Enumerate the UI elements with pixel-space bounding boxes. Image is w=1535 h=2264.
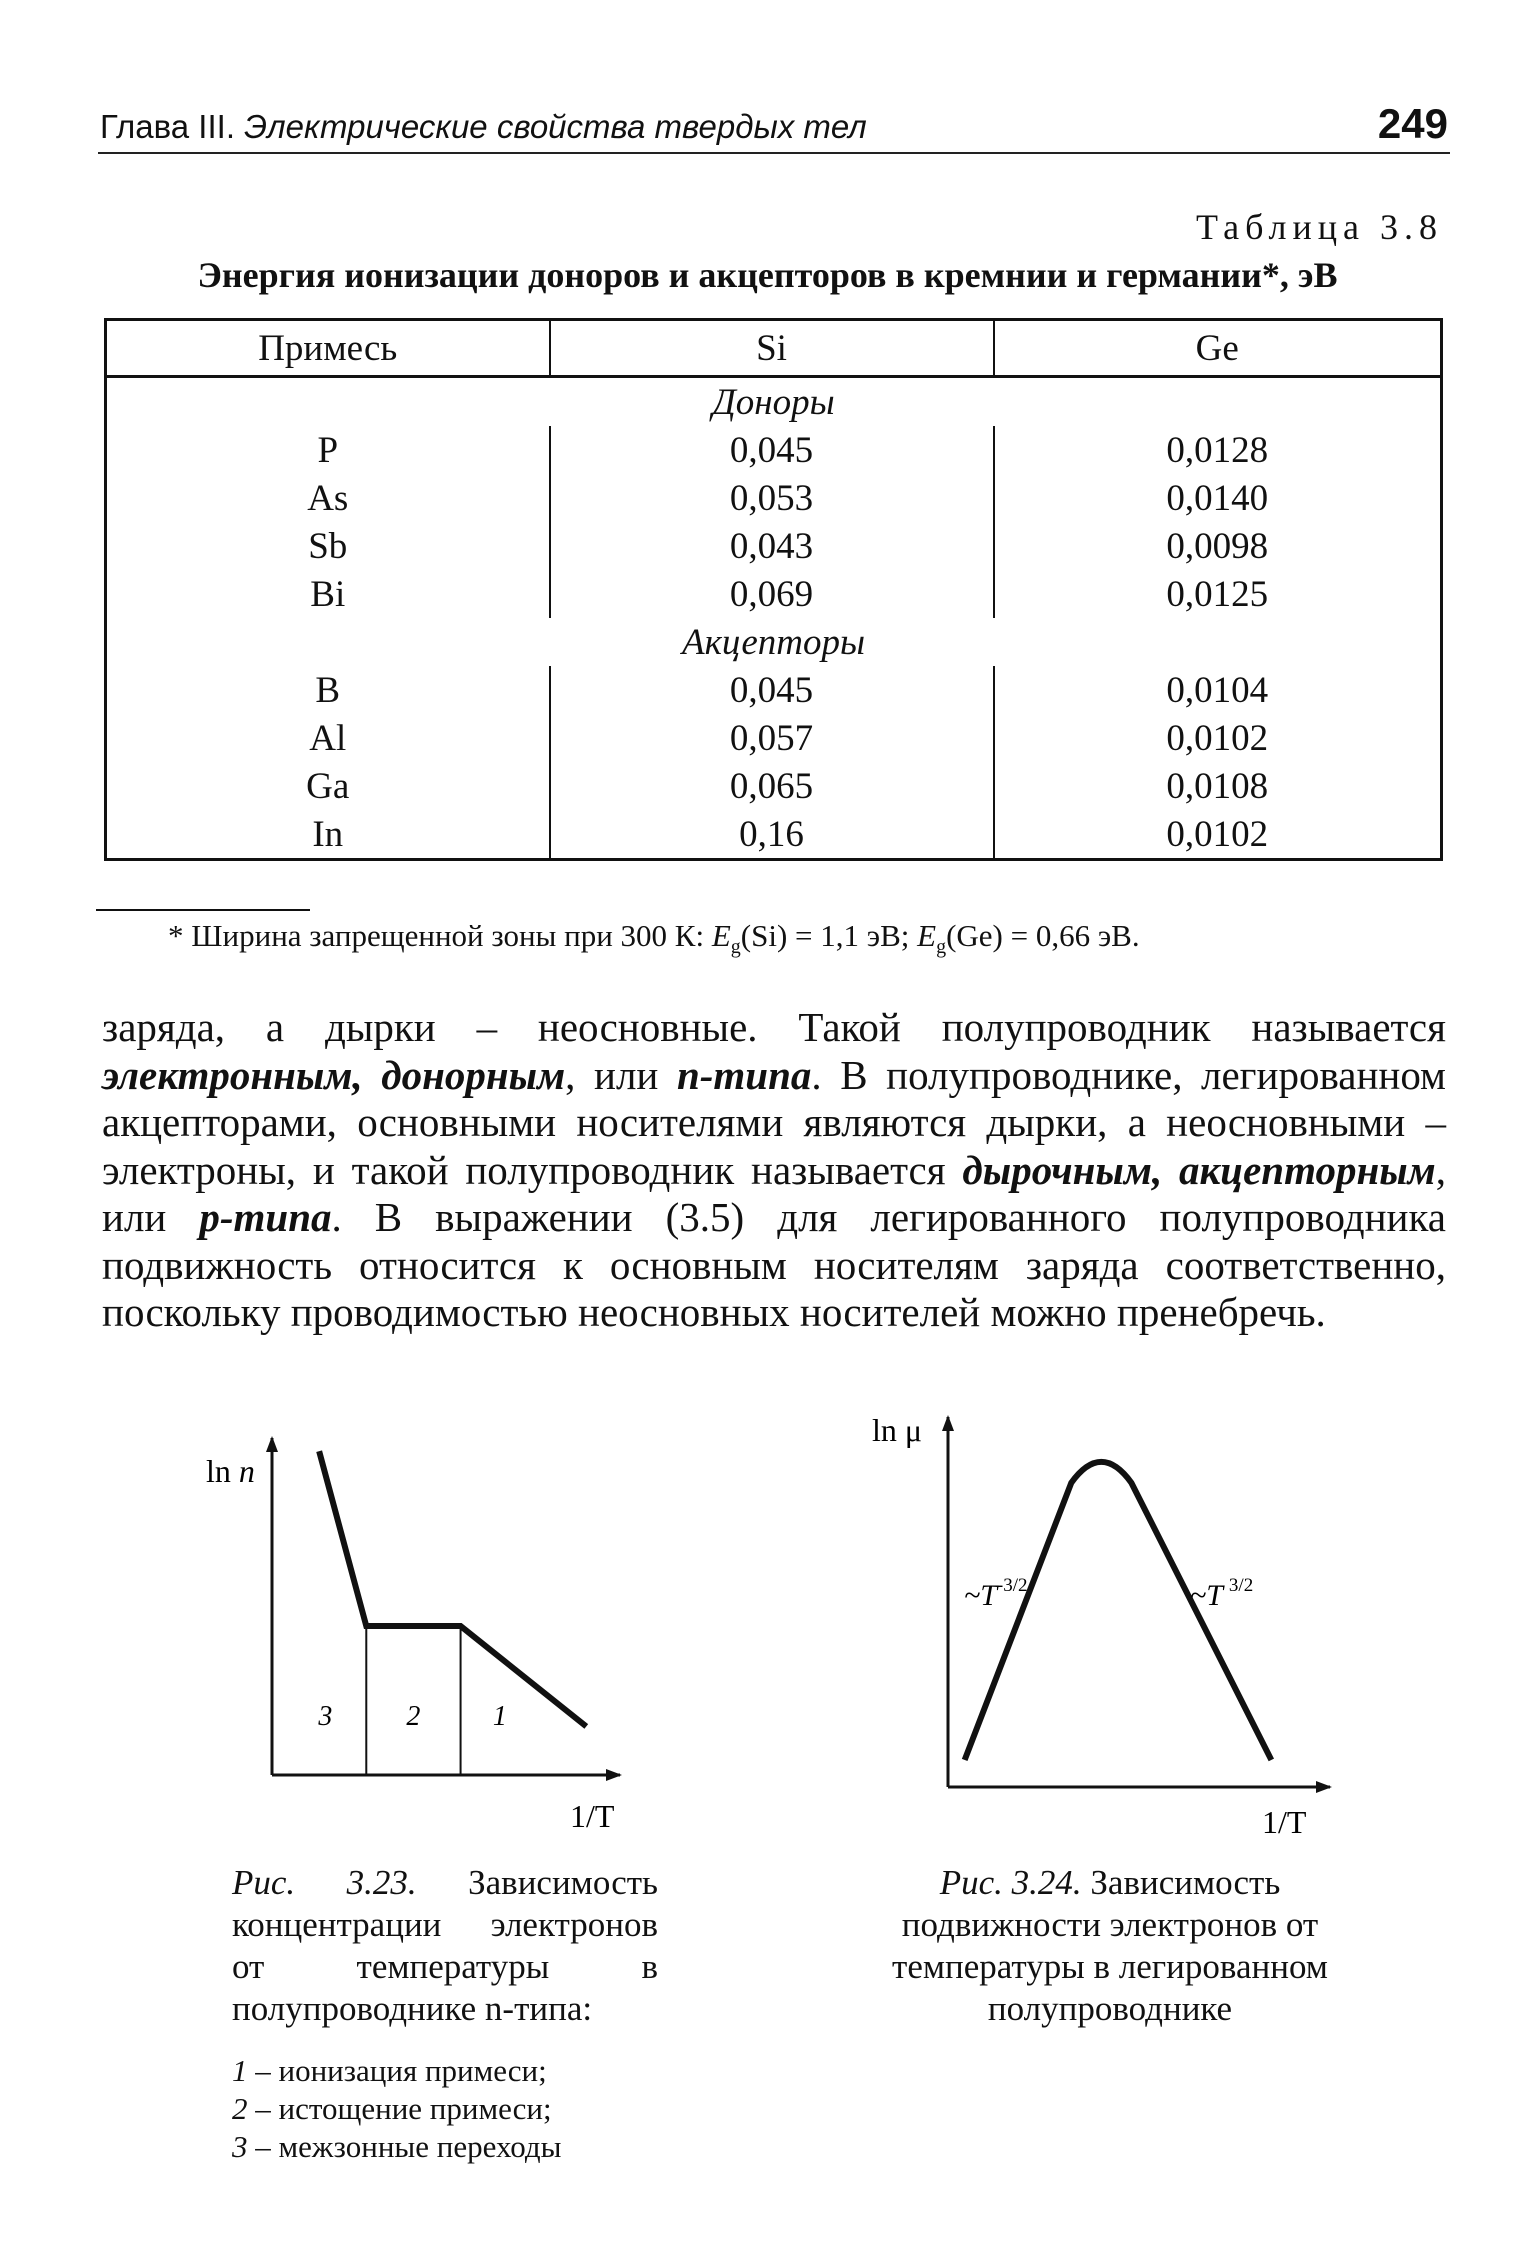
legend-text: – ионизация примеси; <box>255 2053 547 2088</box>
ln-n-curve <box>319 1451 586 1726</box>
ge-value-cell: 0,0128 <box>1166 429 1269 471</box>
impurity-cell: As <box>307 477 349 519</box>
table-row <box>106 570 1442 618</box>
figure-3-24-chart <box>860 1405 1350 1845</box>
emphasized-term: электронным, донорным <box>102 1051 566 1098</box>
table-row <box>106 810 1442 860</box>
impurity-cell: Sb <box>308 525 348 567</box>
ge-value-cell: 0,0098 <box>1166 525 1269 567</box>
si-value-cell: 0,045 <box>550 426 994 474</box>
column-header-ge: Ge <box>994 320 1442 377</box>
region-labels <box>317 1701 506 1732</box>
y-axis-label: ln μ <box>872 1412 923 1448</box>
ge-value-cell: 0,0104 <box>1166 669 1269 711</box>
si-value-cell: 0,053 <box>550 474 994 522</box>
table-row <box>106 762 1442 810</box>
figure-3-24-caption-text: Зависимость подвижности электронов от температуры в легированном полупроводнике <box>892 1863 1328 2028</box>
region-label-2: 2 <box>406 1701 421 1732</box>
impurity-cell: Ga <box>306 765 350 807</box>
x-axis-label: 1/T <box>1262 1804 1307 1840</box>
ge-value-cell: 0,0108 <box>1166 765 1269 807</box>
body-paragraph <box>102 1004 1446 1337</box>
paragraph-text: , или <box>102 1146 1446 1240</box>
table-caption: Энергия ионизации доноров и акцепторов в кремнии и германии*, эВ <box>197 255 1338 295</box>
si-value-cell: 0,045 <box>550 666 994 714</box>
figure-3-23-legend <box>232 2052 658 2166</box>
ge-value-cell: 0,0102 <box>1166 813 1269 855</box>
impurity-cell: In <box>312 813 344 855</box>
region-label-1: 1 <box>492 1701 507 1732</box>
x-axis-label: 1/T <box>570 1798 615 1834</box>
figure-3-23-number: Рис. 3.23. <box>232 1863 417 1902</box>
running-header <box>98 98 1450 154</box>
figure-3-24-number: Рис. 3.24. <box>939 1863 1082 1902</box>
si-value-cell: 0,043 <box>550 522 994 570</box>
figure-3-24-caption <box>848 1862 1372 2030</box>
table-row <box>106 666 1442 714</box>
legend-number: 1 <box>232 2053 256 2088</box>
legend-number: 3 <box>232 2129 256 2164</box>
footnote-rule <box>96 909 310 911</box>
paragraph-text: , или <box>565 1051 677 1098</box>
figure-3-23-chart <box>190 1420 650 1850</box>
chapter-name: Электрические свойства твердых тел <box>244 108 867 145</box>
column-header-si: Si <box>550 320 994 377</box>
si-value-cell: 0,057 <box>550 714 994 762</box>
table-label: Таблица 3.8 <box>1196 207 1443 247</box>
table-row <box>106 474 1442 522</box>
table-group-label: Акцепторы <box>681 621 866 663</box>
impurity-cell: P <box>317 429 339 471</box>
column-header-impurity: Примесь <box>106 320 550 377</box>
table-body <box>106 377 1442 860</box>
page-number: 249 <box>1377 100 1448 147</box>
region-label-3: 3 <box>318 1701 333 1732</box>
table-row <box>106 714 1442 762</box>
legend-item <box>232 2052 658 2090</box>
table-header-row <box>106 320 1442 377</box>
chapter-title <box>100 108 867 146</box>
legend-item <box>232 2128 658 2166</box>
figure-3-23-caption <box>232 1862 658 2030</box>
table-group-label: Доноры <box>712 381 835 423</box>
impurity-cell: Bi <box>310 573 346 615</box>
paragraph-text: . В выражении (3.5) для легированного полупроводника подвижность относится к основным носителям заряда соответственно, поскольку проводимостью неосновных носителей можно пренебречь. <box>102 1194 1446 1335</box>
si-value-cell: 0,069 <box>550 570 994 618</box>
ge-value-cell: 0,0140 <box>1166 477 1269 519</box>
table-group-row <box>106 618 1442 666</box>
right-slope-annotation: ~T $^{3/2}$ <box>1190 1575 1254 1612</box>
left-slope-annotation: $\sim T^{-3/2}$ <box>964 1575 1028 1612</box>
chapter-number: Глава III. <box>100 108 235 145</box>
ionization-energy-table <box>104 318 1443 861</box>
ge-value-cell: 0,0125 <box>1166 573 1269 615</box>
emphasized-term: дырочным, акцепторным <box>962 1146 1436 1193</box>
si-value-cell: 0,065 <box>550 762 994 810</box>
paragraph-text: . В полупроводнике, легированном акцепторами, основными носителями являются дырки, а неосновными – электроны, и такой полупроводник называется <box>102 1051 1447 1193</box>
legend-item <box>232 2090 658 2128</box>
paragraph-text: заряда, а дырки – неосновные. Такой полупроводник называется <box>102 1004 1446 1050</box>
ln-mu-curve <box>965 1462 1272 1760</box>
si-value-cell: 0,16 <box>550 810 994 860</box>
legend-text: – межзонные переходы <box>255 2129 562 2164</box>
legend-text: – истощение примеси; <box>255 2091 552 2126</box>
table-group-row <box>106 377 1442 427</box>
ge-value-cell: 0,0102 <box>1166 717 1269 759</box>
impurity-cell: Al <box>309 717 347 759</box>
table-row <box>106 426 1442 474</box>
y-axis-label: ln n <box>206 1453 255 1489</box>
legend-number: 2 <box>232 2091 256 2126</box>
impurity-cell: B <box>315 669 341 711</box>
table-row <box>106 522 1442 570</box>
emphasized-term: p-типа <box>199 1194 332 1240</box>
figure-3-23-caption-text: Зависимость концентрации электронов от температуры в полупроводнике n-типа: <box>232 1863 658 2028</box>
table-footnote: * Ширина запрещенной зоны при 300 К: $E_g(Si) = 1,1$ эВ; $E_g(Ge) = 0,66$ эВ. <box>168 918 1140 959</box>
emphasized-term: n-типа <box>676 1051 812 1098</box>
